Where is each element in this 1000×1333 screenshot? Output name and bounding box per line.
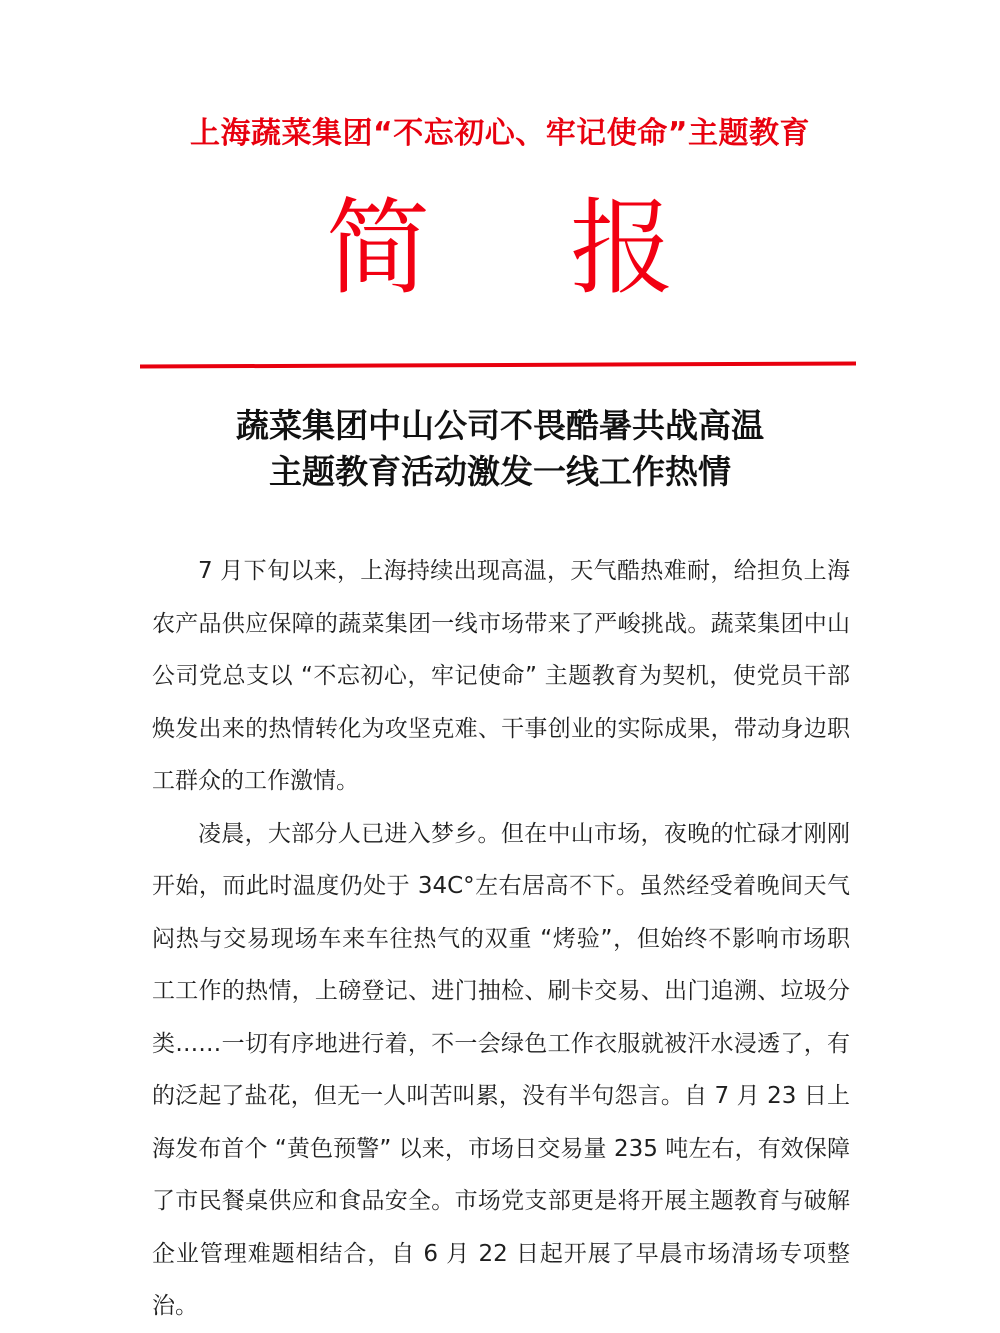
paragraph-1: 7 月下旬以来，上海持续出现高温，天气酷热难耐，给担负上海农产品供应保障的蔬菜集团一线市场带来了严峻挑战。蔬菜集团中山公司党总支以 “不忘初心，牢记使命” 主题教育为契机，使党员干部焕发出来的热情转化为攻坚克难、干事创业的实际成果，带动身边职工群众的工作激情。 bbox=[152, 558, 850, 794]
masthead-char-bao: 报 bbox=[570, 187, 675, 309]
masthead-char-jian: 简 bbox=[325, 187, 430, 309]
article-headline bbox=[0, 403, 1000, 495]
headline-line-1: 蔬菜集团中山公司不畏酷暑共战高温 bbox=[236, 406, 764, 445]
org-title: 上海蔬菜集团“不忘初心、牢记使命”主题教育 bbox=[190, 116, 810, 151]
masthead bbox=[0, 188, 1000, 308]
paragraph-2: 凌晨，大部分人已进入梦乡。但在中山市场，夜晚的忙碌才刚刚开始，而此时温度仍处于 34C°左右居高不下。虽然经受着晚间天气闷热与交易现场车来车往热气的双重 “烤验”，但始终不影响市场职工工作的热情，上磅登记、进门抽检、刷卡交易、出门追溯、垃圾分类……一切有序地进行着，不一会绿色工作衣服就被汗水浸透了，有的泛起了盐花，但无一人叫苦叫累，没有半句怨言。自 7 月 23 日上海发布首个 “黄色预警” 以来，市场日交易量 235 吨左右，有效保障了市民餐桌供应和食品安全。市场党支部更是将开展主题教育与破解企业管理难题相结合，自 6 月 22 日起开展了早晨市场清场专项整治。 bbox=[152, 820, 850, 1319]
article-body bbox=[152, 545, 850, 1333]
red-divider-line bbox=[140, 361, 856, 368]
headline-line-2: 主题教育活动激发一线工作热情 bbox=[269, 452, 731, 491]
